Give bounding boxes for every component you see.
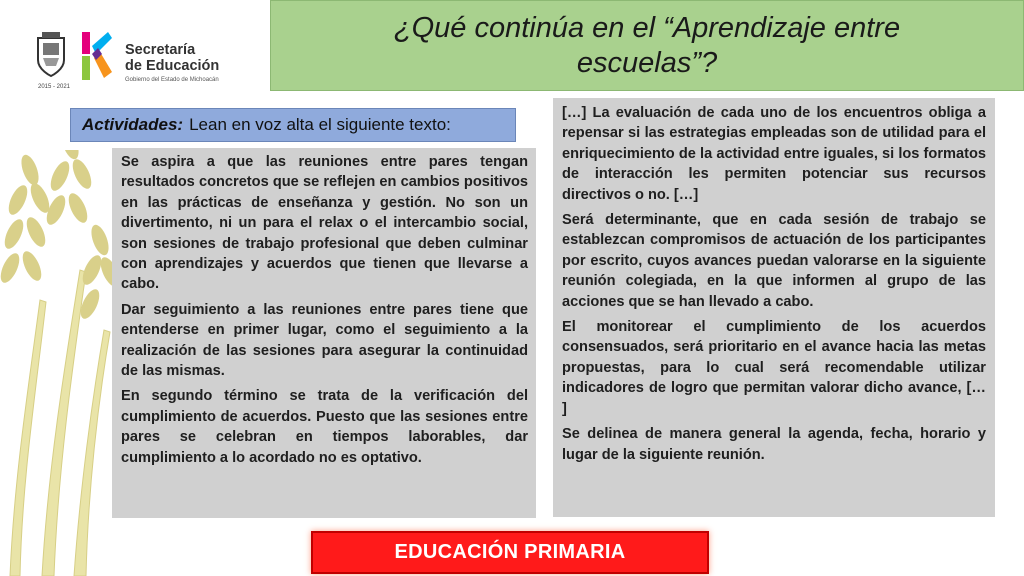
brand-de-educacion: de Educación <box>125 58 220 74</box>
right-paragraph: […] La evaluación de cada uno de los encuentros obliga a repensar si las estrategias empleadas son de utilidad para el enriquecimiento de la actividad entre iguales, si los formatos de interacción les permiten potenciar sus recursos directivos o no. […] <box>562 105 986 203</box>
left-paragraph: Dar seguimiento a las reuniones entre pares tiene que entenderse en primer lugar, como el seguimiento a la realización de las sesiones para asegurar la continuidad de las mismas. <box>121 301 528 380</box>
right-text-box <box>553 98 995 517</box>
left-paragraph: Se aspira a que las reuniones entre pares tengan resultados concretos que se reflejen en cambios positivos en las prácticas de enseñanza y gestión. No son un divertimento, ni un para el relax o el intercambio social, son sesiones de trabajo profesional que deben culminar con aprendizajes y acuerdos que tienen que llevarse a cabo. <box>121 154 528 293</box>
header-logos <box>30 30 260 100</box>
activities-bar <box>70 108 516 142</box>
educacion-primaria-banner: EDUCACIÓN PRIMARIA <box>311 531 709 574</box>
activities-label: Actividades: <box>82 115 184 134</box>
state-seal-icon <box>34 30 68 78</box>
page-title: ¿Qué continúa en el “Aprendizaje entre escuelas”? <box>393 11 901 79</box>
title-banner <box>270 0 1024 91</box>
left-text-box <box>112 148 536 518</box>
right-paragraph: Se delinea de manera general la agenda, fecha, horario y lugar de la siguiente reunión. <box>562 426 986 463</box>
secretaria-k-logo-icon <box>80 32 112 80</box>
activities-instruction: Lean en voz alta el siguiente texto: <box>189 115 451 134</box>
wheat-decoration <box>0 150 120 576</box>
brand-subtitle: Gobierno del Estado de Michoacán <box>125 77 219 83</box>
left-paragraph: En segundo término se trata de la verificación del cumplimiento de acuerdos. Puesto que las sesiones entre pares se celebran en tiempos laborables, dar cumplimiento a lo acordado no es optativo. <box>121 388 528 466</box>
right-paragraph: Será determinante, que en cada sesión de trabajo se establezcan compromisos de actuación de los participantes por escrito, cuyos avances puedan valorarse en la siguiente reunión colegiada, en la que informen al grupo de las acciones que se han llevado a cabo. <box>562 212 986 310</box>
right-paragraph: El monitorear el cumplimiento de los acuerdos consensuados, será prioritario en el avance hacia las metas propuestas, para lo cual será recomendable utilizar indicadores de logro que permitan valorar dicho avance, [… ] <box>562 319 986 417</box>
seal-years: 2015 - 2021 <box>37 84 71 90</box>
brand-secretaria: Secretaría <box>125 42 196 58</box>
